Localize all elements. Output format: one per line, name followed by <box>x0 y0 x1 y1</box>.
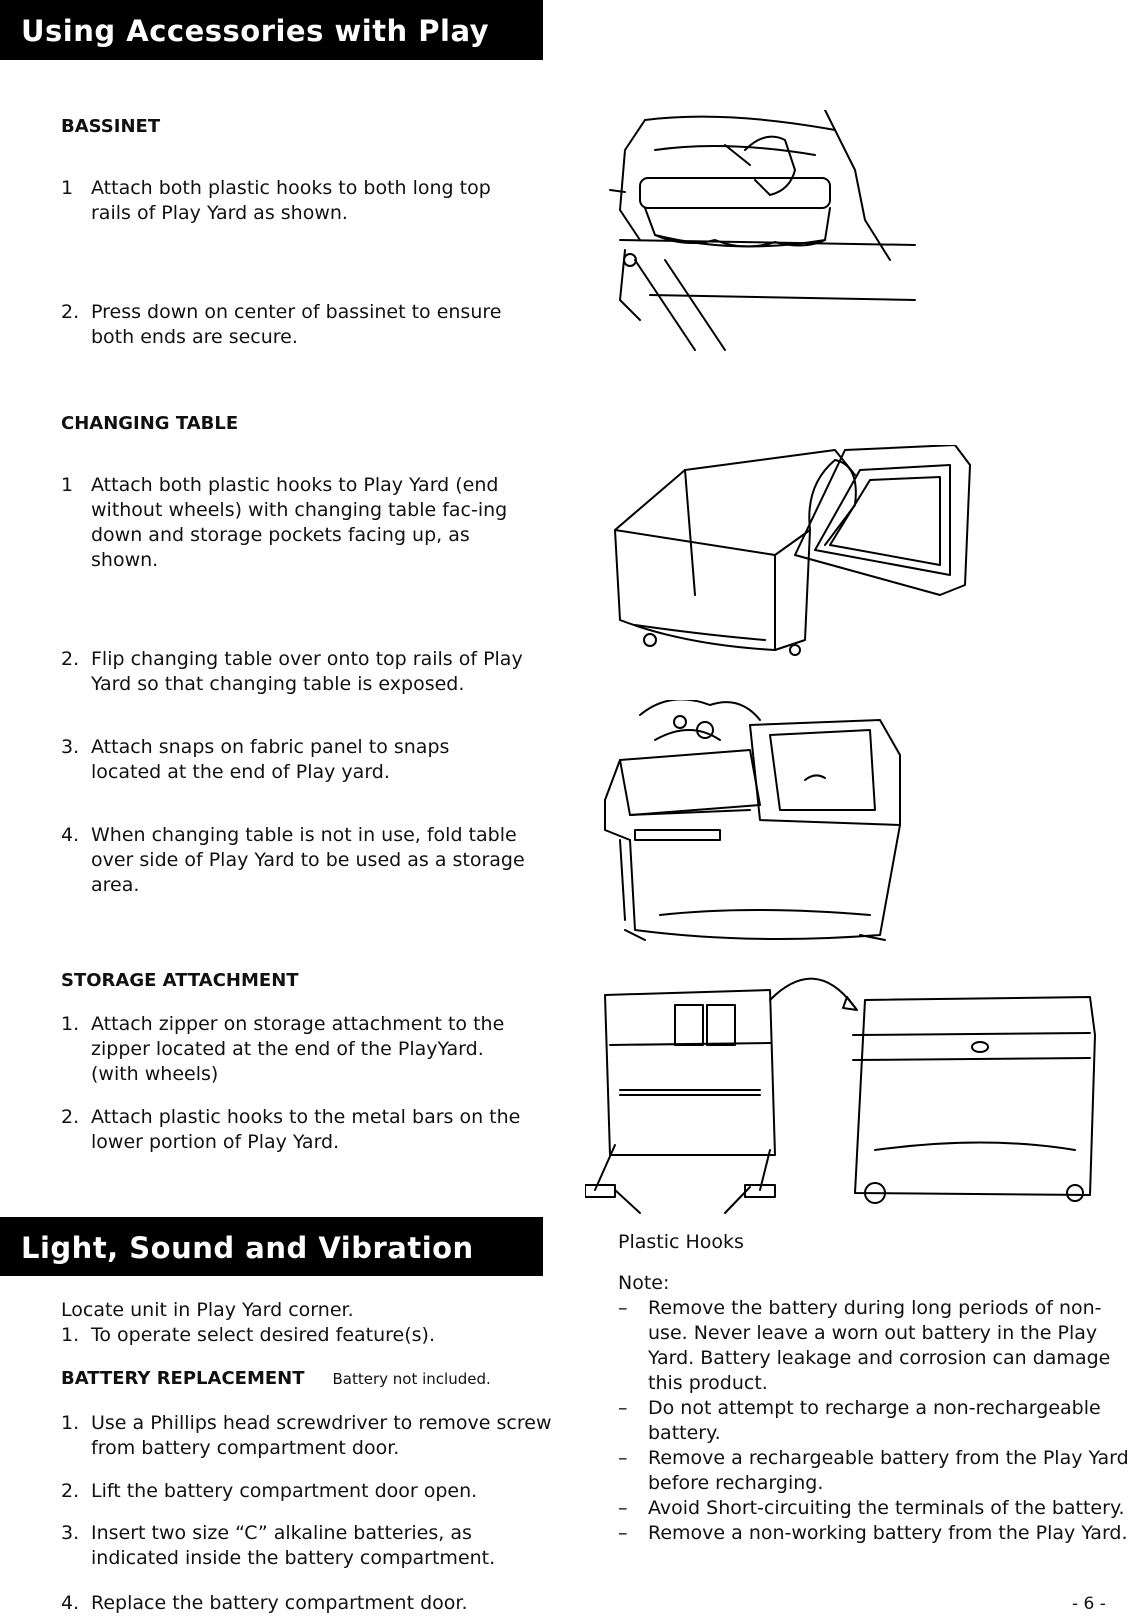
changing-table-step-1 <box>61 473 531 573</box>
note-item-text: Avoid Short-circuiting the terminals of the battery. <box>648 1497 1125 1519</box>
note-item <box>618 1296 1133 1396</box>
battery-step-1 <box>61 1411 581 1461</box>
plastic-hooks-caption: Plastic Hooks <box>618 1231 744 1253</box>
note-item <box>618 1446 1133 1496</box>
changing-table-flip-illustration <box>605 445 985 680</box>
dash-bullet: – <box>618 1447 628 1469</box>
step-text: Lift the battery compartment door open. <box>91 1480 478 1502</box>
storage-attachment-illustration <box>585 975 1115 1215</box>
step-number: 1. <box>61 1324 80 1346</box>
step-number: 4. <box>61 824 80 846</box>
step-text: Flip changing table over onto top rails of Play Yard so that changing table is exposed. <box>91 648 523 695</box>
step-text: Attach plastic hooks to the metal bars on the lower portion of Play Yard. <box>91 1106 521 1153</box>
step-number: 2. <box>61 1106 80 1128</box>
page-number: - 6 - <box>1072 1594 1106 1614</box>
storage-step-1 <box>61 1012 531 1087</box>
step-text: Attach zipper on storage attachment to the zipper located at the end of the PlayYard. (with wheels) <box>91 1013 505 1085</box>
changing-table-step-2 <box>61 647 551 697</box>
section-banner-accessories <box>0 0 543 110</box>
storage-step-2 <box>61 1105 521 1155</box>
dash-bullet: – <box>618 1297 628 1319</box>
storage-heading: STORAGE ATTACHMENT <box>61 970 299 991</box>
note-item <box>618 1521 1133 1546</box>
step-number: 1 <box>61 474 74 496</box>
note-item-text: Remove a non-working battery from the Play Yard. <box>648 1522 1128 1544</box>
bassinet-step-2 <box>61 300 541 350</box>
step-number: 1. <box>61 1412 80 1434</box>
step-text: Insert two size “C” alkaline batteries, as indicated inside the battery compartment. <box>91 1522 496 1569</box>
battery-not-included: Battery not included. <box>332 1370 491 1388</box>
bassinet-heading: BASSINET <box>61 116 161 137</box>
note-item-text: Remove the battery during long periods of non-use. Never leave a worn out battery in the Play Yard. Battery leakage and corrosion can damage this product. <box>648 1297 1111 1394</box>
section-title: Using Accessories with Play Yard <box>21 14 490 110</box>
note-list <box>618 1296 1133 1546</box>
step-number: 3. <box>61 736 80 758</box>
section-banner-light-sound <box>0 1217 543 1276</box>
step-number: 1 <box>61 177 74 199</box>
battery-heading-text: BATTERY REPLACEMENT <box>61 1368 305 1389</box>
dash-bullet: – <box>618 1522 628 1544</box>
lsv-step-1 <box>61 1323 541 1348</box>
battery-step-3 <box>61 1521 541 1571</box>
changing-table-step-3 <box>61 735 511 785</box>
dash-bullet: – <box>618 1397 628 1419</box>
battery-note <box>618 1271 1133 1546</box>
step-number: 3. <box>61 1522 80 1544</box>
step-number: 2. <box>61 301 80 323</box>
step-number: 1. <box>61 1013 80 1035</box>
step-text: Attach both plastic hooks to both long top rails of Play Yard as shown. <box>91 177 491 224</box>
changing-table-step-4 <box>61 823 541 898</box>
step-text: Attach both plastic hooks to Play Yard (end without wheels) with changing table fac-ing down and storage pockets facing up, as shown. <box>91 474 508 571</box>
note-item <box>618 1396 1133 1446</box>
note-item <box>618 1496 1133 1521</box>
note-item-text: Do not attempt to recharge a non-rechargeable battery. <box>648 1397 1101 1444</box>
step-number: 2. <box>61 648 80 670</box>
step-text: Attach snaps on fabric panel to snaps located at the end of Play yard. <box>91 736 450 783</box>
bassinet-step-1 <box>61 176 531 226</box>
note-title: Note: <box>618 1272 670 1294</box>
changing-table-in-use-illustration <box>600 700 930 950</box>
dash-bullet: – <box>618 1497 628 1519</box>
step-number: 2. <box>61 1480 80 1502</box>
changing-table-heading: CHANGING TABLE <box>61 413 239 434</box>
battery-replacement-heading <box>61 1368 491 1389</box>
step-text: Replace the battery compartment door. <box>91 1592 468 1614</box>
battery-step-2 <box>61 1479 581 1504</box>
battery-step-4 <box>61 1591 541 1616</box>
step-number: 4. <box>61 1592 80 1614</box>
step-text: To operate select desired feature(s). <box>91 1324 436 1346</box>
bassinet-illustration <box>605 110 935 360</box>
step-text: Press down on center of bassinet to ensure both ends are secure. <box>91 301 502 348</box>
step-text: Use a Phillips head screwdriver to remove screw from battery compartment door. <box>91 1412 552 1459</box>
section-title: Light, Sound and Vibration <box>21 1231 474 1265</box>
step-text: When changing table is not in use, fold table over side of Play Yard to be used as a storage area. <box>91 824 525 896</box>
note-item-text: Remove a rechargeable battery from the Play Yard before recharging. <box>648 1447 1129 1494</box>
lsv-intro: Locate unit in Play Yard corner. <box>61 1299 354 1321</box>
